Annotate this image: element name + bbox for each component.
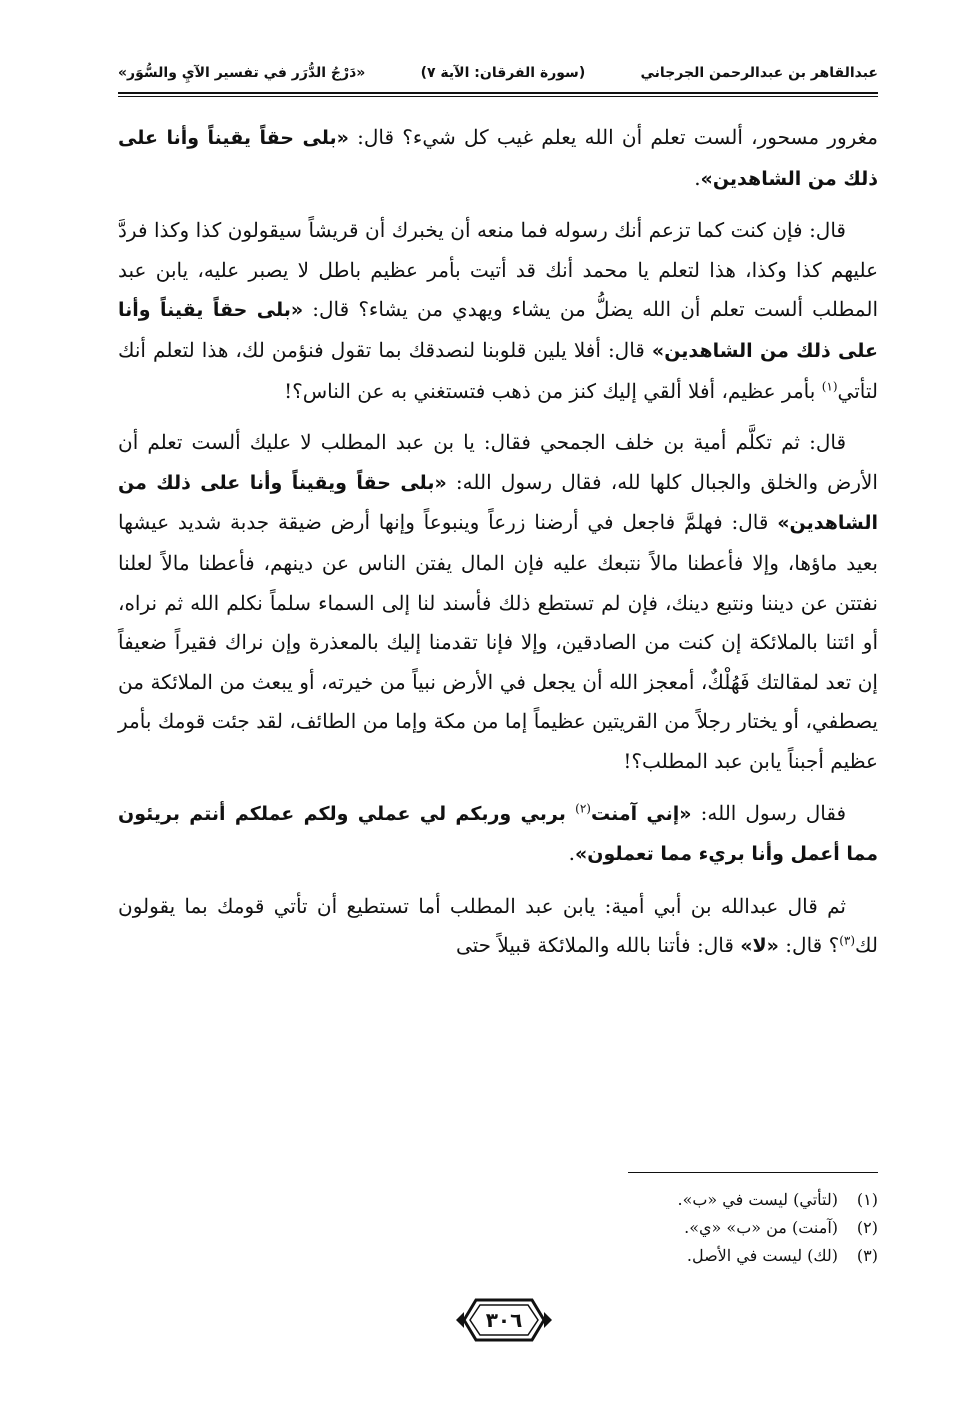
header-author: عبدالقاهر بن عبدالرحمن الجرجاني bbox=[640, 65, 878, 81]
header-surah: (سورة الفرقان: الآية ٧) bbox=[420, 65, 586, 81]
footnote-3 bbox=[430, 1242, 878, 1270]
footnote-number: (٢) bbox=[856, 1218, 878, 1237]
text-run: فقال رسول الله: bbox=[691, 800, 847, 825]
footnote-ref: (٢) bbox=[575, 800, 591, 815]
footnote-ref: (١) bbox=[821, 378, 838, 393]
footnote-text: (لك) ليست في الأصل. bbox=[686, 1246, 838, 1265]
header-rule-thin bbox=[118, 96, 878, 97]
header-rule bbox=[118, 92, 878, 94]
paragraph bbox=[118, 794, 878, 875]
quoted-text: «بلى حقاً يقيناً وأنا على ذلك من الشاهدين» bbox=[118, 299, 879, 362]
footnote-number: (٣) bbox=[856, 1246, 878, 1265]
text-run: قال: فإن كنت كما تزعم أنك رسوله فما منعه أن يخبرك أن قريشاً سيقولون كذا وكذا فردَّ عليهم كذا وكذا، هذا لتعلم يا محمد أنك قد أتيت بأمر عظيم باطل لا يصبر عليه، يابن عبد المطلب ألست تعلم أن الله يضلُّ من يشاء ويهدي من يشاء؟ قال: bbox=[118, 218, 879, 322]
footnote-number: (١) bbox=[856, 1190, 878, 1209]
paragraph bbox=[118, 211, 878, 411]
footnote-2 bbox=[430, 1214, 878, 1242]
text-run: . bbox=[568, 841, 576, 866]
page-number: ٣٠٦ bbox=[485, 1308, 523, 1332]
paragraph bbox=[118, 887, 878, 967]
page-number-ornament bbox=[454, 1294, 554, 1346]
quoted-text: «لا» bbox=[740, 935, 779, 958]
text-run: ؟ قال: bbox=[778, 933, 840, 958]
text-run: قال: ثم تكلَّم أمية بن خلف الجمحي فقال: يا بن عبد المطلب لا عليك ألست تعلم أن الأرض والخلق والجبال كلها لله، فقال رسول الله: bbox=[118, 430, 878, 494]
footnote-text: (لتأتي) ليست في «ب». bbox=[677, 1190, 838, 1209]
text-run: قال: فهلمَّ فاجعل في أرضنا زرعاً وينبوعاً وإنها أرض ضيقة جدبة شديد عيشها بعيد ماؤها، وإلا فأعطنا مالاً نتبعك عليه فإن المال يفتن الناس عن دينهم، فأعطنا مالاً لعلنا نفتتن عن ديننا ونتبع دينك، فإن لم تستطع ذلك فأسند لنا إلى السماء سلماً نكلم الله ثم نراه، أو ائتنا بالملائكة إن كنت من الصادقين، وإلا فإنا تقدمنا إليك بالمعذرة وإن نراك فقيراً ضعيفاً إن تعد لمقالتك فَهُلْكٌ، أمعجز الله أن يجعل في الأرض نبياً من خيرته، أو يبعث من الملائكة من يصطفي، أو يختار رجلاً من القريتين عظيماً إما من مكة وإما من الطائف، لقد جئت قومك بأمر عظيم أجبناً يابن عبد المطلب؟! bbox=[118, 510, 878, 773]
text-run: . bbox=[694, 165, 701, 190]
text-run: قال: فأتنا بالله والملائكة قبيلاً حتى bbox=[455, 933, 741, 958]
quoted-text: «بلى حقاً ويقيناً وأنا على ذلك من الشاهدين» bbox=[118, 471, 878, 535]
footnote-ref: (٣) bbox=[839, 933, 856, 948]
paragraph bbox=[118, 423, 878, 781]
text-run: بأمر عظيم، أفلا ألقي إليك كنز من ذهب فتستغني به عن الناس؟! bbox=[284, 378, 822, 403]
footnotes bbox=[430, 1186, 878, 1270]
quoted-text: «بلى حقاً يقيناً وأنا على ذلك من الشاهدين» bbox=[118, 127, 878, 190]
text-run: ثم قال عبدالله بن أبي أمية: يابن عبد المطلب أما تستطيع أن تأتي قومك بما يقولون لك bbox=[118, 893, 878, 958]
text-run: قال: أفلا يلين قلوبنا لنصدقك بما تقول فنؤمن لك، هذا لتعلم أنك لتأتي bbox=[118, 337, 878, 403]
main-text bbox=[118, 118, 878, 979]
text-run: مغرور مسحور، ألست تعلم أن الله يعلم غيب كل شيء؟ قال: bbox=[348, 125, 878, 149]
footnote-1 bbox=[430, 1186, 878, 1214]
footnote-text: (آمنت) من «ب» «ي». bbox=[684, 1218, 838, 1237]
footnote-separator bbox=[628, 1172, 878, 1173]
header-book-title: «دَرْجُ الدُّرَر في تفسير الآيِ والسُّوَر» bbox=[118, 65, 366, 81]
running-header bbox=[118, 58, 878, 88]
quoted-text: بربي وربكم لي عملي ولكم عملكم أنتم بريئون مما أعمل وأنا بريء مما تعملون» bbox=[118, 802, 878, 866]
quoted-text: «إني آمنت bbox=[590, 802, 692, 825]
paragraph bbox=[118, 118, 878, 199]
